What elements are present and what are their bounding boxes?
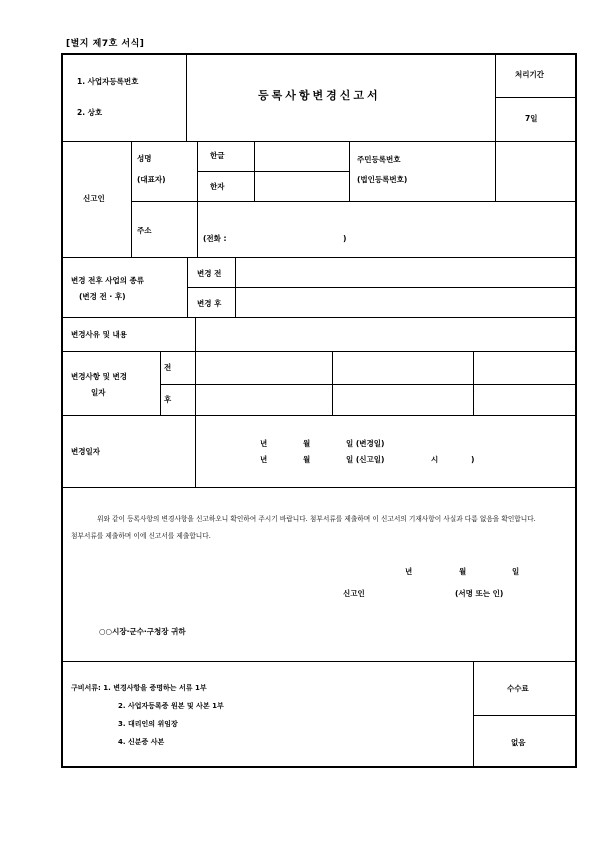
business-number-label: 1. 사업자등록번호 [77,77,139,86]
declaration-text-line2: 첨부서류를 제출하며 이에 신고서를 제출합니다. [71,532,211,540]
attachments-line3: 3. 대리인의 위임장 [118,720,178,728]
period-label: 변경일자 [71,447,100,456]
period-line2-close: ) [471,455,475,464]
period-line2-day: 일 (신고일) [346,455,385,464]
form-id: [별지 제7호 서식] [66,39,145,49]
period-line1-day: 일 (변경일) [346,439,385,448]
applicant-name-label: 성명 [137,154,152,163]
signer-label: 신고인 [343,589,365,598]
addressee: ○○시장·군수·구청장 귀하 [99,627,186,636]
period-line2-unit: 시 [431,455,439,464]
business-before-label: 변경 전 [197,269,222,278]
fee-label: 수수료 [507,684,529,693]
processing-period-label: 처리기간 [515,70,544,79]
period-line2-year: 년 [260,455,268,464]
form-title: 등록사항변경신고서 [258,89,381,102]
name-hanja-label: 한자 [210,182,225,191]
fee-value: 없음 [511,738,526,747]
applicant-section-label: 신고인 [83,194,105,203]
form-outer-border [61,53,577,768]
change-before-label: 전 [164,363,172,372]
trade-name-label: 2. 상호 [77,108,103,117]
phone-label: (전화 : [203,234,227,243]
period-line1-year: 년 [260,439,268,448]
attachments-line4: 4. 신분증 사본 [118,738,165,746]
period-line1-month: 월 [303,439,311,448]
business-type-label: 변경 전후 사업의 종류 [71,276,145,285]
resident-number-label: 주민등록번호 [357,155,401,164]
declaration-day: 일 [512,567,520,576]
processing-period-value: 7일 [525,114,538,123]
name-korean-label: 한글 [210,151,225,160]
declaration-text-line1: 위와 같이 등록사항의 변경사항을 신고하오니 확인하여 주시기 바랍니다. 첨부서류를 제출하며 이 신고서의 기재사항이 사실과 다름 없음을 확인합니다. [97,515,536,523]
address-label: 주소 [137,226,152,235]
change-after-label: 후 [164,395,172,404]
change-items-sublabel: 일자 [91,388,106,397]
attachments-line2: 2. 사업자등록증 원본 및 사본 1부 [118,702,224,710]
attachments-line1: 구비서류: 1. 변경사항을 증명하는 서류 1부 [71,684,207,692]
change-items-label: 변경사항 및 변경 [71,372,127,381]
phone-close: ) [343,234,347,243]
signer-seal: (서명 또는 인) [455,589,504,598]
reason-label: 변경사유 및 내용 [71,330,127,339]
applicant-rep-label: (대표자) [137,175,166,184]
business-after-label: 변경 후 [197,299,222,308]
business-type-sublabel: (변경 전 · 후) [79,292,126,301]
declaration-year: 년 [405,567,413,576]
declaration-month: 월 [459,567,467,576]
period-line2-month: 월 [303,455,311,464]
corp-number-label: (법인등록번호) [357,175,408,184]
